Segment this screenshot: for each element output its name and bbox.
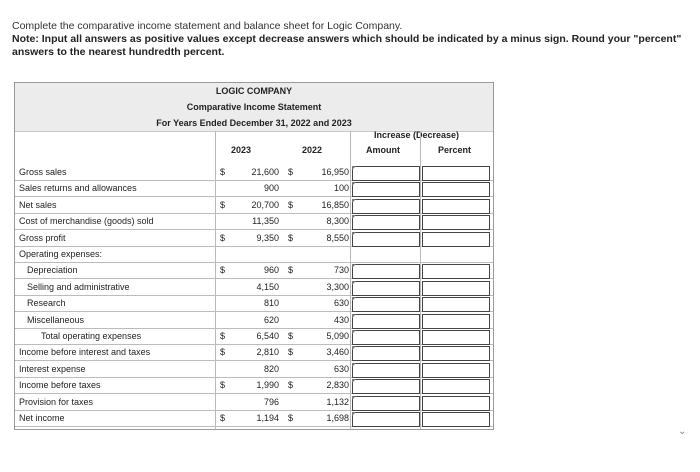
value-2023: 620 [263, 314, 279, 325]
increase-amount-input[interactable] [352, 215, 420, 230]
dollar-sign: $ [288, 199, 294, 210]
value-2022: 16,850 [321, 199, 349, 210]
dollar-sign: $ [288, 347, 294, 358]
col-percent-header: Percent [438, 145, 472, 155]
instruction-note: Note: Input all answers as positive values except decrease answers which should be indicated by a minus sign. Round your "percent" answers to the nearest hundredth percent. [12, 33, 682, 58]
increase-amount-input[interactable] [352, 297, 420, 312]
input-flag-icon [352, 346, 356, 350]
dollar-sign: $ [220, 232, 226, 243]
company-name: LOGIC COMPANY [15, 83, 493, 100]
row-label: Cost of merchandise (goods) sold [19, 216, 154, 227]
increase-percent-input[interactable] [422, 379, 490, 394]
dollar-sign: $ [288, 413, 294, 423]
dollar-sign: $ [220, 347, 226, 358]
dollar-sign: $ [220, 199, 226, 210]
increase-percent-input[interactable] [422, 396, 490, 411]
input-flag-icon [352, 363, 356, 367]
input-flag-icon [352, 281, 356, 285]
col-amount-header: Amount [366, 145, 400, 155]
row-label: Net sales [19, 199, 57, 210]
row-label: Miscellaneous [27, 314, 85, 325]
input-flag-icon [352, 166, 356, 170]
value-2022: 630 [333, 363, 349, 374]
statement-period: For Years Ended December 31, 2022 and 2023 [15, 115, 493, 132]
col-2022-header: 2022 [302, 145, 323, 155]
increase-percent-input[interactable] [422, 215, 490, 230]
row-label: Total operating expenses [41, 331, 142, 341]
increase-percent-input[interactable] [422, 182, 490, 197]
dollar-sign: $ [220, 167, 226, 177]
value-2022: 730 [333, 265, 349, 276]
increase-amount-input[interactable] [352, 346, 420, 361]
value-2023: 796 [263, 396, 279, 407]
input-flag-icon [352, 379, 356, 383]
instructions [12, 20, 692, 59]
instruction-text: Complete the comparative income statement and balance sheet for Logic Company. [12, 20, 403, 32]
increase-amount-input[interactable] [352, 182, 420, 197]
increase-amount-input[interactable] [352, 314, 420, 329]
value-2023: 2,810 [256, 347, 279, 358]
input-flag-icon [352, 199, 356, 203]
dollar-sign: $ [288, 232, 294, 243]
input-flag-icon [352, 396, 356, 400]
increase-amount-input[interactable] [352, 232, 420, 247]
increase-percent-input[interactable] [422, 199, 490, 214]
increase-amount-input[interactable] [352, 330, 420, 345]
value-2022: 8,300 [326, 216, 349, 227]
input-flag-icon [352, 264, 356, 268]
value-2023: 1,990 [256, 380, 279, 391]
value-2023: 20,700 [251, 199, 279, 210]
row-label: Income before taxes [19, 380, 101, 391]
value-2022: 630 [333, 298, 349, 309]
value-2022: 3,300 [326, 281, 349, 292]
row-label: Provision for taxes [19, 396, 94, 407]
increase-amount-input[interactable] [352, 199, 420, 214]
input-flag-icon [352, 330, 356, 334]
row-label: Selling and administrative [27, 281, 130, 292]
increase-percent-input[interactable] [422, 297, 490, 312]
input-flag-icon [352, 314, 356, 318]
increase-percent-input[interactable] [422, 363, 490, 378]
row-label: Gross sales [19, 167, 67, 177]
dollar-sign: $ [288, 167, 294, 177]
value-2022: 100 [333, 183, 349, 194]
row-label: Interest expense [19, 363, 86, 374]
value-2022: 8,550 [326, 232, 349, 243]
increase-amount-input[interactable] [352, 363, 420, 378]
value-2022: 3,460 [326, 347, 349, 358]
increase-percent-input[interactable] [422, 232, 490, 247]
input-flag-icon [352, 215, 356, 219]
value-2023: 21,600 [251, 167, 279, 177]
increase-amount-input[interactable] [352, 166, 420, 181]
dollar-sign: $ [220, 413, 226, 423]
increase-percent-input[interactable] [422, 346, 490, 361]
input-flag-icon [352, 232, 356, 236]
increase-percent-input[interactable] [422, 166, 490, 181]
value-2023: 810 [263, 298, 279, 309]
input-flag-icon [352, 412, 356, 416]
value-2023: 960 [263, 265, 279, 276]
value-2023: 9,350 [256, 232, 279, 243]
value-2022: 16,950 [321, 167, 349, 177]
value-2023: 11,350 [252, 216, 279, 227]
statement-title: Comparative Income Statement [15, 99, 493, 116]
dollar-sign: $ [220, 380, 226, 391]
row-label: Net income [19, 413, 65, 423]
increase-percent-input[interactable] [422, 330, 490, 345]
value-2022: 430 [333, 314, 349, 325]
chevron-down-icon: ⌄ [678, 426, 687, 437]
col-separator [420, 131, 421, 429]
dollar-sign: $ [288, 380, 294, 391]
row-label: Depreciation [27, 265, 78, 276]
row-label: Income before interest and taxes [19, 347, 151, 358]
increase-percent-input[interactable] [422, 412, 490, 427]
dollar-sign: $ [220, 265, 226, 276]
row-label: Sales returns and allowances [19, 183, 137, 194]
row-label: Research [27, 298, 66, 309]
value-2023: 4,150 [256, 281, 279, 292]
increase-decrease-header: Increase (Decrease) [374, 130, 460, 140]
value-2023: 6,540 [256, 331, 279, 341]
value-2023: 1,194 [256, 413, 279, 423]
col-separator [215, 131, 216, 429]
input-flag-icon [352, 182, 356, 186]
col-separator [350, 131, 351, 429]
row-label: Gross profit [19, 232, 66, 243]
increase-amount-input[interactable] [352, 264, 420, 279]
increase-amount-input[interactable] [352, 412, 420, 427]
dollar-sign: $ [288, 331, 294, 341]
row-label: Operating expenses: [19, 249, 103, 259]
value-2023: 820 [263, 363, 279, 374]
dollar-sign: $ [220, 331, 226, 341]
increase-percent-input[interactable] [422, 281, 490, 296]
dollar-sign: $ [288, 265, 294, 276]
value-2022: 5,090 [326, 331, 349, 341]
input-flag-icon [352, 297, 356, 301]
increase-percent-input[interactable] [422, 314, 490, 329]
increase-amount-input[interactable] [352, 396, 420, 411]
income-statement-table [14, 82, 494, 430]
value-2023: 900 [263, 183, 279, 194]
increase-amount-input[interactable] [352, 379, 420, 394]
increase-amount-input[interactable] [352, 281, 420, 296]
col-2023-header: 2023 [231, 145, 252, 155]
value-2022: 2,830 [326, 380, 349, 391]
value-2022: 1,698 [326, 413, 349, 423]
increase-percent-input[interactable] [422, 264, 490, 279]
value-2022: 1,132 [326, 396, 349, 407]
